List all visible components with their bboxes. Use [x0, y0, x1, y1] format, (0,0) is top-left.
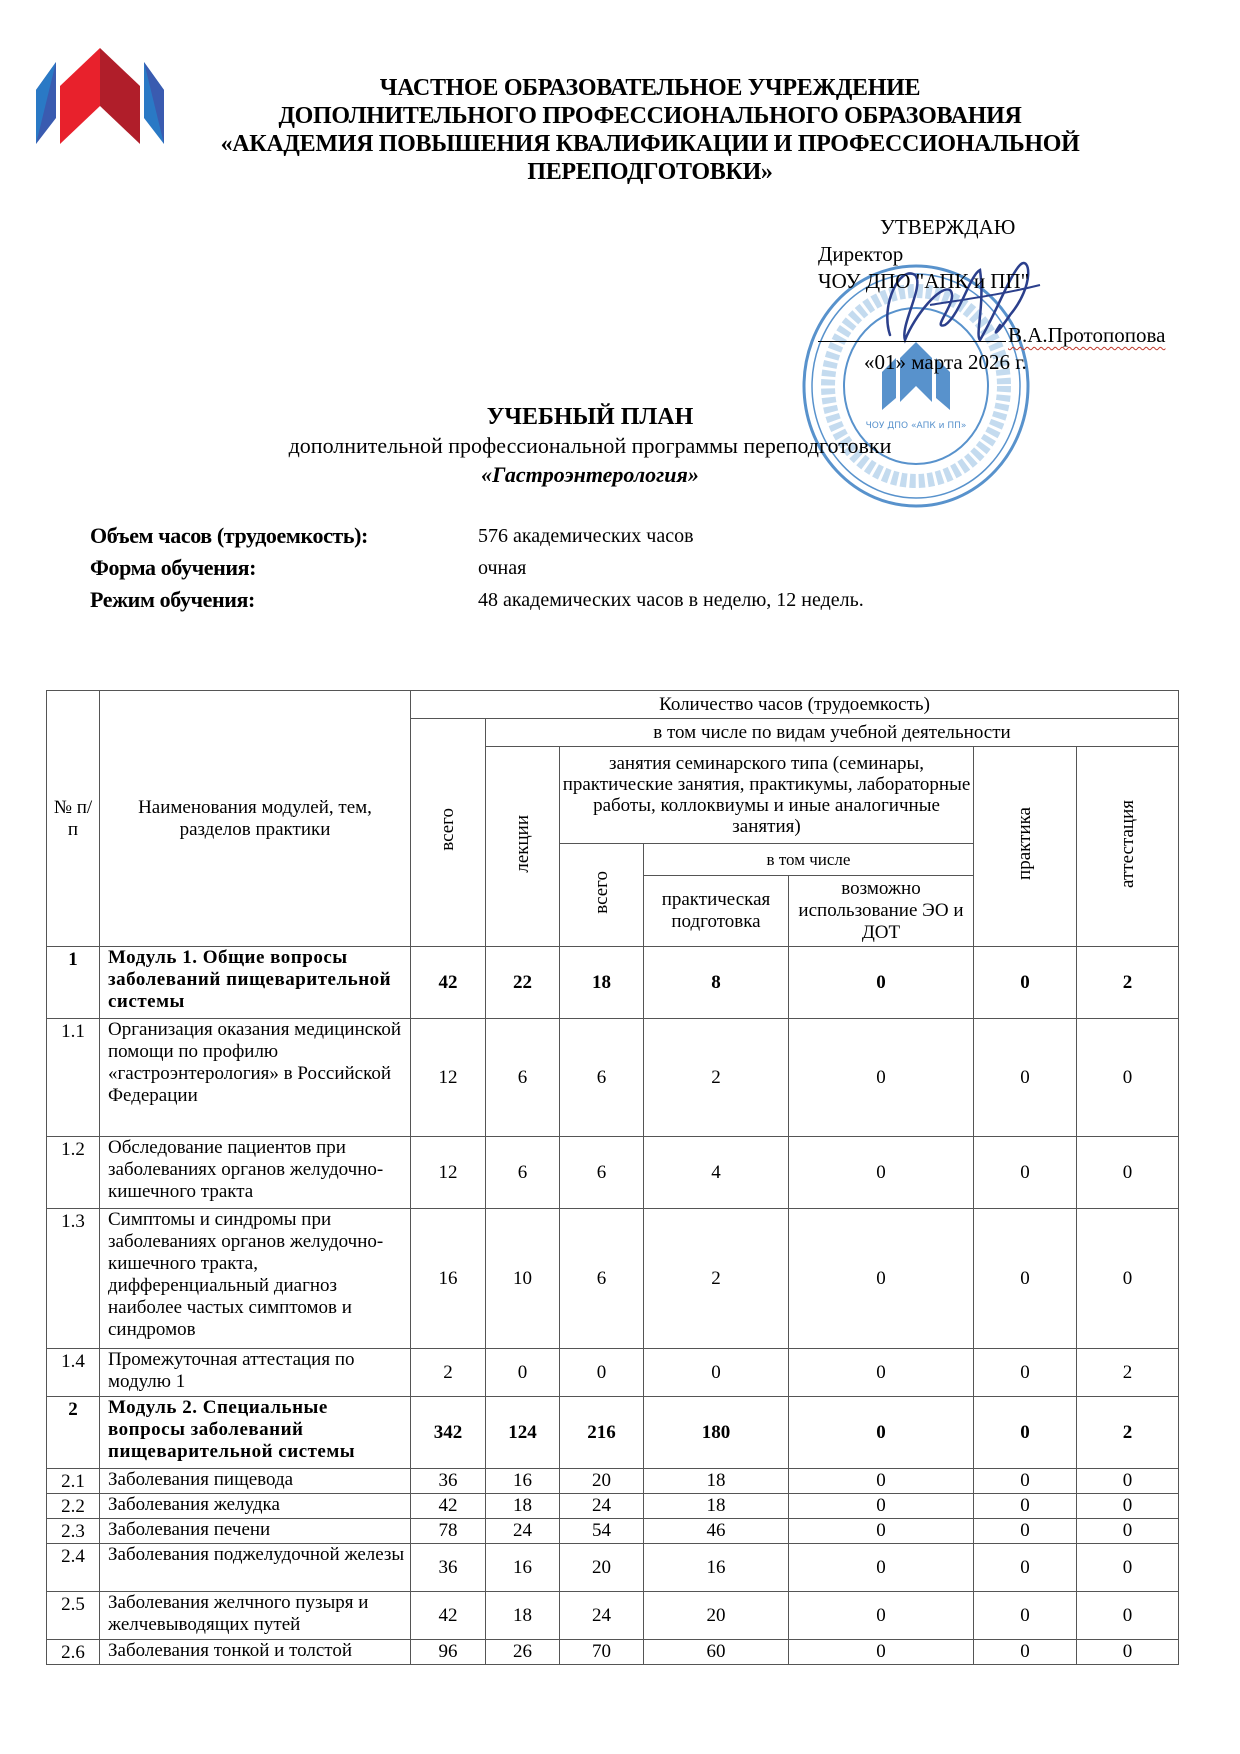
practice-hours-cell: 0	[974, 1349, 1077, 1397]
row-name: Заболевания поджелудочной железы	[100, 1544, 411, 1592]
attestation-hours-cell: 2	[1077, 1397, 1179, 1469]
seminar-hours-cell: 24	[560, 1592, 644, 1640]
attestation-hours-cell: 0	[1077, 1209, 1179, 1349]
row-name: Заболевания тонкой и толстой	[100, 1640, 411, 1665]
header-by-activity: в том числе по видам учебной деятельности	[486, 719, 1179, 747]
row-name: Модуль 1. Общие вопросы заболеваний пищеварительной системы	[100, 947, 411, 1019]
practical-training-hours-cell: 8	[644, 947, 789, 1019]
practice-hours-cell: 0	[974, 1019, 1077, 1137]
org-line-4: ПЕРЕПОДГОТОВКИ»	[527, 159, 773, 185]
eo-dot-hours-cell: 0	[789, 1137, 974, 1209]
header-hours: Количество часов (трудоемкость)	[411, 691, 1179, 719]
topic-row	[47, 1349, 1179, 1397]
row-number: 2	[47, 1397, 100, 1469]
signature-underline	[818, 323, 1006, 342]
row-name: Заболевания пищевода	[100, 1469, 411, 1494]
row-number: 1	[47, 947, 100, 1019]
row-number: 2.1	[47, 1469, 100, 1494]
row-number: 1.2	[47, 1137, 100, 1209]
row-name: Модуль 2. Специальные вопросы заболеваний пищеварительной системы	[100, 1397, 411, 1469]
total-hours-cell: 42	[411, 1592, 486, 1640]
row-name: Заболевания печени	[100, 1519, 411, 1544]
program-name: «Гастроэнтерология»	[481, 462, 699, 487]
attestation-hours-cell: 0	[1077, 1640, 1179, 1665]
eo-dot-hours-cell: 0	[789, 1519, 974, 1544]
param-label: Объем часов (трудоемкость):	[90, 523, 368, 548]
row-number: 2.6	[47, 1640, 100, 1665]
practical-training-hours-cell: 60	[644, 1640, 789, 1665]
total-hours-cell: 78	[411, 1519, 486, 1544]
signature-line	[818, 322, 1238, 349]
attestation-hours-cell: 0	[1077, 1592, 1179, 1640]
practice-hours-cell: 0	[974, 1592, 1077, 1640]
row-number: 2.5	[47, 1592, 100, 1640]
practice-hours-cell: 0	[974, 1494, 1077, 1519]
header-practice: практика	[974, 747, 1077, 947]
lecture-hours-cell: 124	[486, 1397, 560, 1469]
attestation-hours-cell: 0	[1077, 1137, 1179, 1209]
module-row	[47, 1397, 1179, 1469]
lecture-hours-cell: 18	[486, 1494, 560, 1519]
seminar-hours-cell: 18	[560, 947, 644, 1019]
header-including: в том числе	[644, 844, 974, 876]
total-hours-cell: 36	[411, 1469, 486, 1494]
eo-dot-hours-cell: 0	[789, 1640, 974, 1665]
lecture-hours-cell: 10	[486, 1209, 560, 1349]
seminar-hours-cell: 70	[560, 1640, 644, 1665]
header-eo-dot: возможно использование ЭО и ДОТ	[789, 876, 974, 947]
topic-row	[47, 1019, 1179, 1137]
practice-hours-cell: 0	[974, 1544, 1077, 1592]
eo-dot-hours-cell: 0	[789, 1592, 974, 1640]
lecture-hours-cell: 24	[486, 1519, 560, 1544]
header-total: всего	[411, 719, 486, 947]
lecture-hours-cell: 22	[486, 947, 560, 1019]
topic-row	[47, 1209, 1179, 1349]
approval-block	[818, 214, 1238, 376]
param-value: 48 академических часов в неделю, 12 недель.	[478, 588, 864, 611]
total-hours-cell: 42	[411, 947, 486, 1019]
row-name: Обследование пациентов при заболеваниях органов желудочно-кишечного тракта	[100, 1137, 411, 1209]
attestation-hours-cell: 0	[1077, 1019, 1179, 1137]
row-number: 2.3	[47, 1519, 100, 1544]
total-hours-cell: 42	[411, 1494, 486, 1519]
practical-training-hours-cell: 4	[644, 1137, 789, 1209]
eo-dot-hours-cell: 0	[789, 1349, 974, 1397]
eo-dot-hours-cell: 0	[789, 1544, 974, 1592]
practical-training-hours-cell: 18	[644, 1494, 789, 1519]
approval-org: ЧОУ ДПО "АПК и ПП"	[818, 269, 1030, 293]
document-title-block	[100, 402, 1080, 490]
topic-row	[47, 1519, 1179, 1544]
practice-hours-cell: 0	[974, 1519, 1077, 1544]
academy-logo-icon	[36, 48, 188, 152]
org-line-3: «АКАДЕМИЯ ПОВЫШЕНИЯ КВАЛИФИКАЦИИ И ПРОФЕССИОНАЛЬНОЙ	[220, 131, 1080, 157]
header-lectures: лекции	[486, 747, 560, 947]
eo-dot-hours-cell: 0	[789, 947, 974, 1019]
practical-training-hours-cell: 2	[644, 1019, 789, 1137]
topic-row	[47, 1544, 1179, 1592]
seminar-hours-cell: 54	[560, 1519, 644, 1544]
attestation-hours-cell: 2	[1077, 1349, 1179, 1397]
curriculum-table	[46, 690, 1179, 1665]
organization-header	[180, 74, 1120, 186]
row-number: 1.4	[47, 1349, 100, 1397]
param-label: Форма обучения:	[90, 555, 257, 580]
seminar-hours-cell: 6	[560, 1209, 644, 1349]
lecture-hours-cell: 6	[486, 1137, 560, 1209]
total-hours-cell: 96	[411, 1640, 486, 1665]
org-line-1: ЧАСТНОЕ ОБРАЗОВАТЕЛЬНОЕ УЧРЕЖДЕНИЕ	[379, 75, 921, 101]
seminar-hours-cell: 6	[560, 1019, 644, 1137]
row-name: Заболевания желудка	[100, 1494, 411, 1519]
total-hours-cell: 342	[411, 1397, 486, 1469]
seminar-hours-cell: 20	[560, 1544, 644, 1592]
topic-row	[47, 1469, 1179, 1494]
row-name: Промежуточная аттестация по модулю 1	[100, 1349, 411, 1397]
total-hours-cell: 2	[411, 1349, 486, 1397]
practical-training-hours-cell: 180	[644, 1397, 789, 1469]
attestation-hours-cell: 0	[1077, 1494, 1179, 1519]
seminar-hours-cell: 6	[560, 1137, 644, 1209]
approval-position: Директор	[818, 242, 904, 266]
eo-dot-hours-cell: 0	[789, 1209, 974, 1349]
lecture-hours-cell: 0	[486, 1349, 560, 1397]
total-hours-cell: 12	[411, 1019, 486, 1137]
practical-training-hours-cell: 16	[644, 1544, 789, 1592]
topic-row	[47, 1592, 1179, 1640]
approval-date: «01» марта 2026 г.	[864, 350, 1027, 374]
param-value: очная	[478, 556, 527, 579]
eo-dot-hours-cell: 0	[789, 1397, 974, 1469]
practice-hours-cell: 0	[974, 947, 1077, 1019]
topic-row	[47, 1494, 1179, 1519]
topic-row	[47, 1137, 1179, 1209]
practical-training-hours-cell: 2	[644, 1209, 789, 1349]
document-title: УЧЕБНЫЙ ПЛАН	[486, 404, 694, 430]
header-attestation: аттестация	[1077, 747, 1179, 947]
practical-training-hours-cell: 46	[644, 1519, 789, 1544]
approval-title: УТВЕРЖДАЮ	[880, 215, 1016, 239]
practice-hours-cell: 0	[974, 1137, 1077, 1209]
attestation-hours-cell: 0	[1077, 1544, 1179, 1592]
param-label: Режим обучения:	[90, 587, 255, 612]
lecture-hours-cell: 18	[486, 1592, 560, 1640]
eo-dot-hours-cell: 0	[789, 1019, 974, 1137]
curriculum-body	[47, 947, 1179, 1665]
attestation-hours-cell: 0	[1077, 1469, 1179, 1494]
seminar-hours-cell: 24	[560, 1494, 644, 1519]
param-row	[90, 552, 1090, 584]
lecture-hours-cell: 26	[486, 1640, 560, 1665]
header-seminar-total: всего	[560, 844, 644, 947]
practice-hours-cell: 0	[974, 1397, 1077, 1469]
practical-training-hours-cell: 20	[644, 1592, 789, 1640]
header-name: Наименования модулей, тем, разделов практики	[100, 691, 411, 947]
document-subtitle: дополнительной профессиональной программы переподготовки	[288, 433, 892, 458]
topic-row	[47, 1640, 1179, 1665]
row-number: 2.4	[47, 1544, 100, 1592]
attestation-hours-cell: 0	[1077, 1519, 1179, 1544]
seminar-hours-cell: 20	[560, 1469, 644, 1494]
seminar-hours-cell: 0	[560, 1349, 644, 1397]
header-practical-training: практическая подготовка	[644, 876, 789, 947]
param-row	[90, 584, 1090, 616]
row-name: Организация оказания медицинской помощи по профилю «гастроэнтерология» в Российской Федерации	[100, 1019, 411, 1137]
param-value: 576 академических часов	[478, 524, 694, 547]
org-line-2: ДОПОЛНИТЕЛЬНОГО ПРОФЕССИОНАЛЬНОГО ОБРАЗОВАНИЯ	[278, 103, 1022, 129]
attestation-hours-cell: 2	[1077, 947, 1179, 1019]
total-hours-cell: 36	[411, 1544, 486, 1592]
practical-training-hours-cell: 18	[644, 1469, 789, 1494]
header-seminar: занятия семинарского типа (семинары, практические занятия, практикумы, лабораторные работы, коллоквиумы и иные аналогичные занятия)	[560, 747, 974, 844]
program-parameters	[90, 520, 1090, 616]
practice-hours-cell: 0	[974, 1209, 1077, 1349]
param-row	[90, 520, 1090, 552]
header-num: № п/п	[47, 691, 100, 947]
practice-hours-cell: 0	[974, 1640, 1077, 1665]
row-name: Симптомы и синдромы при заболеваниях органов желудочно-кишечного тракта, дифференциальный диагноз наиболее частых симптомов и синдромов	[100, 1209, 411, 1349]
eo-dot-hours-cell: 0	[789, 1494, 974, 1519]
practice-hours-cell: 0	[974, 1469, 1077, 1494]
signatory-name: В.А.Протопопова	[1008, 323, 1166, 347]
row-number: 1.1	[47, 1019, 100, 1137]
lecture-hours-cell: 16	[486, 1544, 560, 1592]
practical-training-hours-cell: 0	[644, 1349, 789, 1397]
lecture-hours-cell: 6	[486, 1019, 560, 1137]
stamp-text: ЧОУ ДПО «АПК и ПП»	[865, 421, 967, 431]
row-name: Заболевания желчного пузыря и желчевыводящих путей	[100, 1592, 411, 1640]
seminar-hours-cell: 216	[560, 1397, 644, 1469]
row-number: 1.3	[47, 1209, 100, 1349]
lecture-hours-cell: 16	[486, 1469, 560, 1494]
total-hours-cell: 16	[411, 1209, 486, 1349]
eo-dot-hours-cell: 0	[789, 1469, 974, 1494]
row-number: 2.2	[47, 1494, 100, 1519]
module-row	[47, 947, 1179, 1019]
total-hours-cell: 12	[411, 1137, 486, 1209]
